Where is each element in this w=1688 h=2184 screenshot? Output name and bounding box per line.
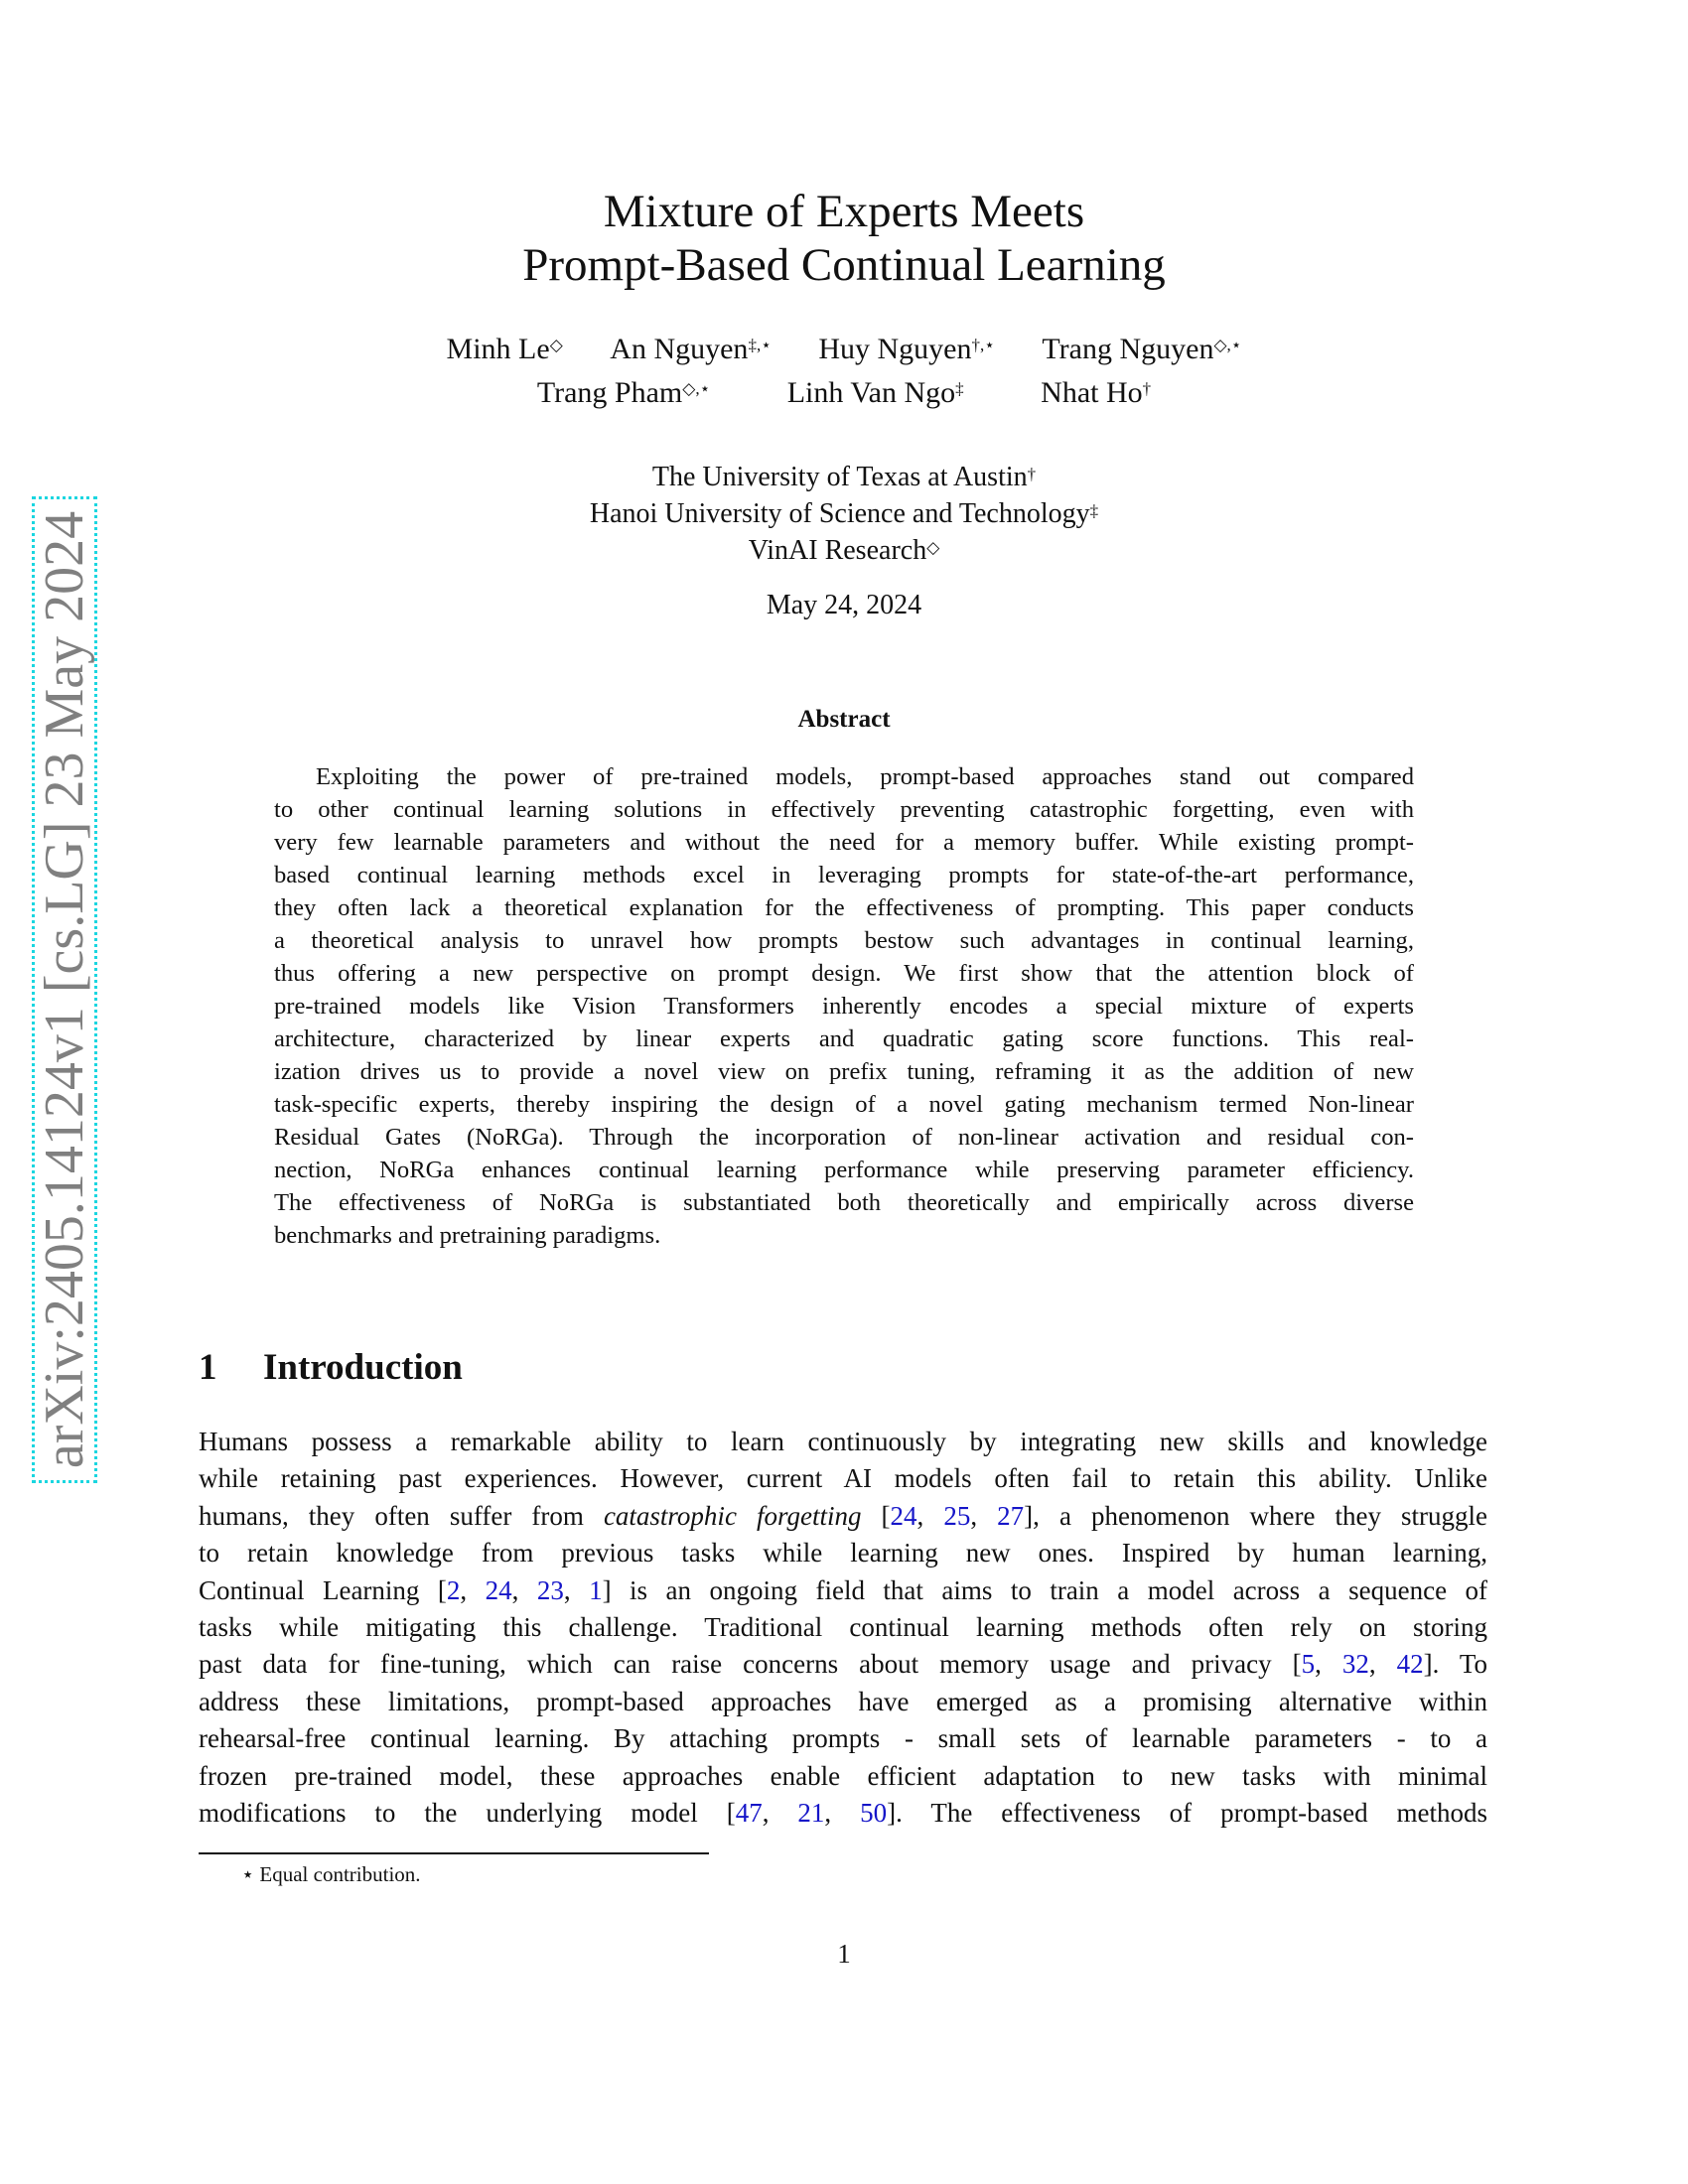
abstract-line: ization drives us to provide a novel view on prefix tuning, reframing it as the addition of new xyxy=(274,1058,1414,1085)
abstract-line: benchmarks and pretraining paradigms. xyxy=(274,1222,661,1249)
section-heading-introduction xyxy=(199,1346,463,1389)
section-title: Introduction xyxy=(263,1347,463,1388)
text-run: , xyxy=(762,1797,798,1828)
abstract-line: they often lack a theoretical explanation for the effectiveness of prompting. This paper conducts xyxy=(274,894,1414,921)
citation-link[interactable]: 1 xyxy=(589,1574,603,1605)
footnote xyxy=(241,1862,421,1887)
author-list xyxy=(0,328,1688,415)
text-run: ], a phenomenon where they struggle xyxy=(1024,1500,1488,1531)
author-row-1 xyxy=(0,328,1688,371)
affiliation: Hanoi University of Science and Technology‡ xyxy=(589,498,1099,529)
text-run: to retain knowledge from previous tasks while learning new ones. Inspired by human learning, xyxy=(199,1538,1487,1569)
body-line xyxy=(199,1424,1487,1460)
title-line-1: Mixture of Experts Meets xyxy=(603,186,1085,237)
section-number: 1 xyxy=(199,1347,217,1388)
footnote-text: Equal contribution. xyxy=(259,1862,421,1886)
body-line xyxy=(199,1460,1487,1497)
abstract-line: very few learnable parameters and without the need for a memory buffer. While existing prompt- xyxy=(274,829,1414,856)
author: Nhat Ho† xyxy=(1041,376,1152,409)
text-run: rehearsal-free continual learning. By attaching prompts - small sets of learnable parameters - to a xyxy=(199,1723,1487,1754)
text-run: ]. The effectiveness of prompt-based methods xyxy=(887,1797,1488,1828)
author: Trang Nguyen◇,⋆ xyxy=(1042,333,1242,365)
affiliations xyxy=(0,459,1688,569)
body-line xyxy=(199,1498,1487,1535)
author: An Nguyen‡,⋆ xyxy=(610,333,772,365)
body-line xyxy=(199,1795,1487,1832)
abstract-heading: Abstract xyxy=(797,706,891,733)
text-run: , xyxy=(1368,1649,1397,1680)
text-run: , xyxy=(511,1574,537,1605)
footnote-rule xyxy=(199,1852,709,1854)
citation-link[interactable]: 21 xyxy=(797,1797,825,1828)
citation-link[interactable]: 27 xyxy=(997,1500,1025,1531)
text-run: , xyxy=(563,1574,590,1605)
citation-link[interactable]: 24 xyxy=(485,1574,512,1605)
text-run: modifications to the underlying model [ xyxy=(199,1797,736,1828)
body-line xyxy=(199,1572,1487,1609)
abstract-line: pre-trained models like Vision Transformers inherently encodes a special mixture of experts xyxy=(274,993,1414,1020)
citation-link[interactable]: 32 xyxy=(1341,1649,1369,1680)
text-run: , xyxy=(970,1500,998,1531)
arxiv-stamp-text: arXiv:2405.14124v1 [cs.LG] 23 May 2024 xyxy=(34,510,95,1469)
footnote-mark: ⋆ xyxy=(241,1862,255,1886)
abstract-line: a theoretical analysis to unravel how prompts bestow such advantages in continual learning, xyxy=(274,927,1414,954)
text-run: , xyxy=(460,1574,486,1605)
abstract-line: based continual learning methods excel in leveraging prompts for state-of-the-art performance, xyxy=(274,862,1414,888)
body-line xyxy=(199,1646,1487,1683)
paper-title xyxy=(0,185,1688,292)
text-run: , xyxy=(916,1500,944,1531)
abstract-line: Exploiting the power of pre-trained models, prompt-based approaches stand out compared xyxy=(316,763,1414,790)
text-run: Humans possess a remarkable ability to learn continuously by integrating new skills and knowledge xyxy=(199,1427,1487,1456)
text-run: frozen pre-trained model, these approaches enable efficient adaptation to new tasks with minimal xyxy=(199,1760,1487,1791)
citation-link[interactable]: 25 xyxy=(943,1500,971,1531)
citation-link[interactable]: 47 xyxy=(735,1797,763,1828)
citation-link[interactable]: 50 xyxy=(860,1797,888,1828)
affiliation: VinAI Research◇ xyxy=(748,535,940,566)
citation-link[interactable]: 42 xyxy=(1396,1649,1424,1680)
body-line xyxy=(199,1535,1487,1571)
abstract-line: thus offering a new perspective on prompt design. We first show that the attention block of xyxy=(274,960,1414,987)
citation-link[interactable]: 24 xyxy=(890,1500,917,1531)
text-run: past data for fine-tuning, which can raise concerns about memory usage and privacy [ xyxy=(199,1649,1302,1680)
author-row-2 xyxy=(0,371,1688,415)
title-line-2: Prompt-Based Continual Learning xyxy=(522,239,1166,291)
citation-link[interactable]: 23 xyxy=(536,1574,564,1605)
page-number: 1 xyxy=(837,1939,851,1969)
abstract-line: Residual Gates (NoRGa). Through the incorporation of non-linear activation and residual con- xyxy=(274,1124,1414,1151)
author: Trang Pham◇,⋆ xyxy=(536,376,711,409)
abstract-line: nection, NoRGa enhances continual learning performance while preserving parameter efficiency. xyxy=(274,1157,1414,1183)
abstract-line: to other continual learning solutions in effectively preventing catastrophic forgetting, even with xyxy=(274,796,1414,823)
text-run: , xyxy=(1315,1649,1342,1680)
body-line xyxy=(199,1609,1487,1646)
author: Linh Van Ngo‡ xyxy=(786,376,964,409)
text-run: humans, they often suffer from xyxy=(199,1500,604,1531)
text-run: tasks while mitigating this challenge. Traditional continual learning methods often rely on storing xyxy=(199,1611,1487,1642)
text-run: [ xyxy=(861,1500,891,1531)
citation-link[interactable]: 2 xyxy=(446,1574,461,1605)
text-run: Continual Learning [ xyxy=(199,1574,447,1605)
author: Huy Nguyen†,⋆ xyxy=(818,333,995,365)
arxiv-stamp xyxy=(32,496,97,1483)
author: Minh Le◇ xyxy=(446,333,563,365)
body-line xyxy=(199,1684,1487,1720)
emphasized-term: catastrophic forgetting xyxy=(603,1500,862,1531)
text-run: ] is an ongoing field that aims to train a model across a sequence of xyxy=(602,1574,1488,1605)
body-line xyxy=(199,1758,1487,1795)
text-run: , xyxy=(824,1797,861,1828)
paper-date: May 24, 2024 xyxy=(766,590,922,620)
citation-link[interactable]: 5 xyxy=(1301,1649,1316,1680)
introduction-body xyxy=(199,1424,1487,1832)
text-run: ]. To xyxy=(1423,1649,1487,1680)
abstract-line: architecture, characterized by linear experts and quadratic gating score functions. This real- xyxy=(274,1025,1414,1052)
text-run: address these limitations, prompt-based approaches have emerged as a promising alternative within xyxy=(199,1686,1487,1716)
abstract-body xyxy=(274,760,1414,1252)
abstract-line: The effectiveness of NoRGa is substantiated both theoretically and empirically across diverse xyxy=(274,1189,1414,1216)
abstract-line: task-specific experts, thereby inspiring the design of a novel gating mechanism termed Non-linear xyxy=(274,1091,1414,1118)
text-run: while retaining past experiences. However, current AI models often fail to retain this ability. Unlike xyxy=(199,1463,1487,1494)
affiliation: The University of Texas at Austin† xyxy=(651,462,1037,492)
body-line xyxy=(199,1720,1487,1757)
